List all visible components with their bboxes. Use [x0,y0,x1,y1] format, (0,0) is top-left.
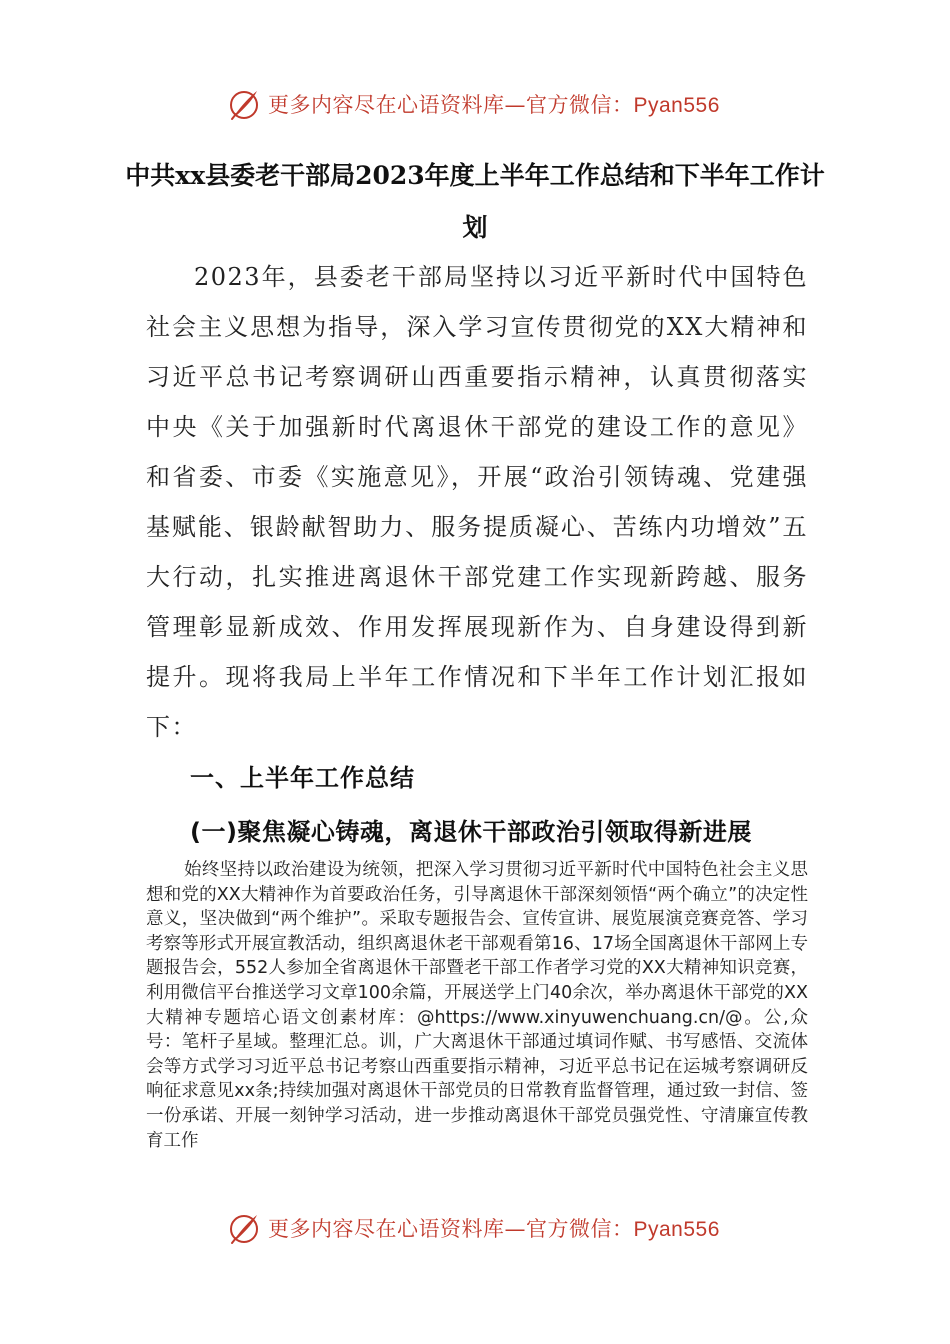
banner-handle: Pyan556 [633,94,720,117]
banner-separator: — [504,1217,526,1241]
document-title: 中共xx县委老干部局2023年度上半年工作总结和下半年工作计划 [125,161,825,242]
banner-official: 官方微信： [526,93,634,117]
banner-official: 官方微信： [526,1217,634,1241]
section-heading: 一、上半年工作总结 [190,764,415,792]
banner-handle: Pyan556 [633,1218,720,1241]
banner-prefix: 更多内容尽在心语资料库 [268,1217,505,1241]
quill-pen-logo-icon [226,86,262,122]
body-paragraph: 始终坚持以政治建设为统领，把深入学习贯彻习近平新时代中国特色社会主义思想和党的XX大精神作为首要政治任务，引导离退休干部深刻领悟“两个确立”的决定性意义，坚决做到“两个维护”。采取专题报告会、宣传宣讲、展览展演竞赛竞答、学习考察等形式开展宣教活动，组织离退休老干部观看第16、17场全国离退休干部网上专题报告会，552人参加全省离退休干部暨老干部工作者学习党的XX大精神知识竞赛，利用微信平台推送学习文章100余篇，开展送学上门40余次，举办离退休干部党的XX大精神专题培心语文创素材库：@https://www.xinyuwenchuang.cn/@。公,众号：笔杆子星域。整理汇总。训，广大离退休干部通过填词作赋、书写感悟、交流体会等方式学习习近平总书记考察山西重要指示精神，习近平总书记在运城考察调研反响征求意见xx条;持续加强对离退休干部党员的日常教育监督管理，通过致一封信、签一份承诺、开展一刻钟学习活动，进一步推动离退休干部党员强党性、守清廉宣传教育工作 [146,860,808,1151]
banner-prefix: 更多内容尽在心语资料库 [268,93,505,117]
banner-separator: — [504,93,526,117]
intro-paragraph: 2023年，县委老干部局坚持以习近平新时代中国特色社会主义思想为指导，深入学习宣传贯彻党的XX大精神和习近平总书记考察调研山西重要指示精神，认真贯彻落实中央《关于加强新时代离退休干部党的建设工作的意见》和省委、市委《实施意见》，开展“政治引领铸魂、党建强基赋能、银龄献智助力、服务提质凝心、苦练内功增效”五大行动，扎实推进离退休干部党建工作实现新跨越、服务管理彰显新成效、作用发挥展现新作为、自身建设得到新提升。现将我局上半年工作情况和下半年工作计划汇报如下： [146,263,808,741]
banner-text [268,1213,720,1243]
footer-banner [226,1208,720,1248]
quill-pen-logo-icon [226,1210,262,1246]
header-banner [226,84,720,124]
subsection-heading: (一)聚焦凝心铸魂，离退休干部政治引领取得新进展 [190,818,752,846]
banner-text [268,89,720,119]
